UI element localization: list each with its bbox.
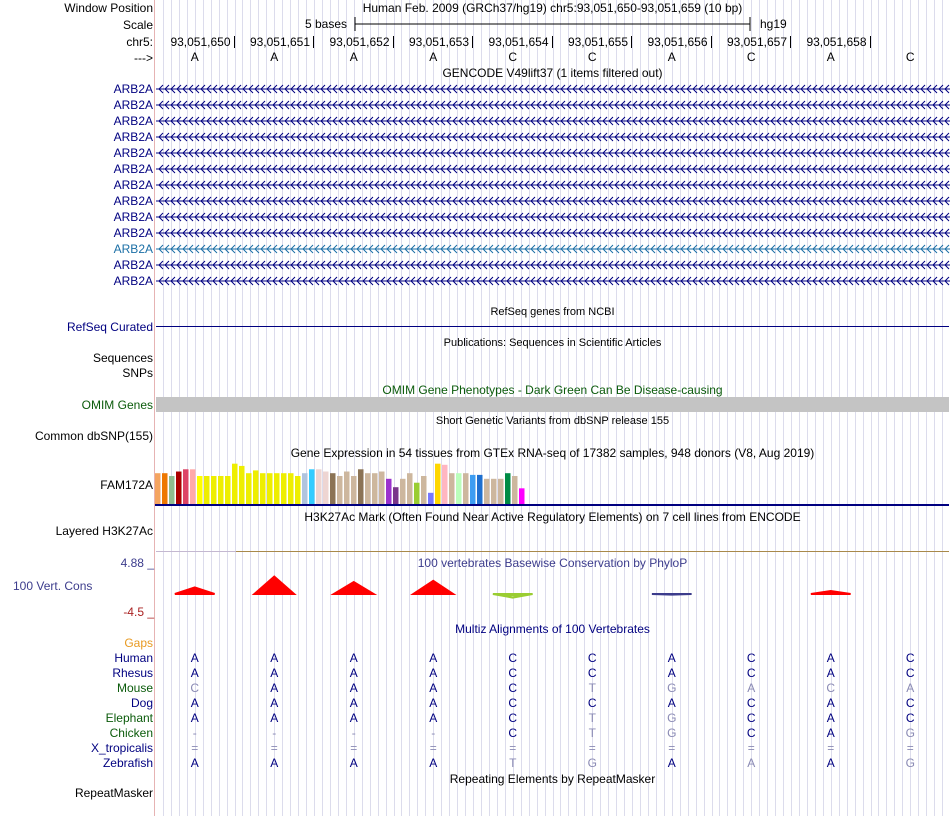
omim-title[interactable]: OMIM Gene Phenotypes - Dark Green Can Be Disease-causing bbox=[382, 383, 723, 397]
phylop-score-mark[interactable] bbox=[811, 591, 851, 594]
phylop-score-mark[interactable] bbox=[254, 577, 294, 594]
phylop-score-mark[interactable] bbox=[413, 581, 453, 594]
multiz-base: C bbox=[905, 696, 915, 710]
reference-base: A bbox=[349, 50, 358, 64]
multiz-species-label[interactable]: Human bbox=[114, 651, 153, 665]
reference-base: A bbox=[826, 50, 835, 64]
multiz-base: = bbox=[350, 741, 358, 755]
coordinate-tick bbox=[552, 36, 553, 48]
coordinate-tick-label: 93,051,655 bbox=[567, 35, 628, 49]
h3k27ac-label[interactable]: Layered H3K27Ac bbox=[55, 524, 153, 538]
repeatmasker-label[interactable]: RepeatMasker bbox=[74, 786, 153, 800]
multiz-base: = bbox=[509, 741, 517, 755]
multiz-base: G bbox=[667, 726, 677, 740]
h3k27ac-title[interactable]: H3K27Ac Mark (Often Found Near Active Regulatory Elements) on 7 cell lines from ENCODE bbox=[304, 510, 801, 524]
gtex-tissue-bar[interactable] bbox=[197, 476, 203, 504]
multiz-species-label[interactable]: Mouse bbox=[116, 681, 153, 695]
gtex-tissue-bar[interactable] bbox=[393, 487, 399, 504]
multiz-base: T bbox=[588, 711, 596, 725]
multiz-base: A bbox=[667, 651, 676, 665]
gtex-tissue-bar[interactable] bbox=[155, 473, 161, 504]
multiz-base: A bbox=[826, 696, 835, 710]
multiz-base: A bbox=[826, 666, 835, 680]
multiz-base: A bbox=[349, 696, 358, 710]
gencode-transcript[interactable] bbox=[156, 100, 950, 110]
multiz-base: A bbox=[667, 666, 676, 680]
multiz-base: A bbox=[349, 711, 358, 725]
coordinate-tick-label: 93,051,652 bbox=[329, 35, 390, 49]
multiz-base: C bbox=[905, 666, 915, 680]
gtex-tissue-bar[interactable] bbox=[260, 473, 266, 504]
gtex-tissue-bar[interactable] bbox=[281, 473, 287, 504]
gtex-tissue-bar[interactable] bbox=[414, 483, 420, 504]
multiz-base: A bbox=[747, 681, 756, 695]
repeatmasker-title[interactable]: Repeating Elements by RepeatMasker bbox=[449, 772, 656, 786]
phylop-title[interactable]: 100 vertebrates Basewise Conservation by PhyloP bbox=[417, 556, 688, 570]
gtex-tissue-bar[interactable] bbox=[484, 479, 490, 504]
refseq-label[interactable]: RefSeq Curated bbox=[66, 320, 153, 334]
multiz-base: G bbox=[667, 711, 677, 725]
gencode-item-label[interactable]: ARB2A bbox=[113, 210, 153, 224]
gencode-item-label[interactable]: ARB2A bbox=[113, 178, 153, 192]
multiz-base: A bbox=[270, 681, 279, 695]
gtex-tissue-bar[interactable] bbox=[211, 476, 217, 504]
gencode-transcript[interactable] bbox=[156, 116, 950, 126]
gtex-tissue-bar[interactable] bbox=[183, 469, 189, 504]
gtex-tissue-bar[interactable] bbox=[330, 473, 336, 504]
gtex-tissue-bar[interactable] bbox=[344, 472, 350, 504]
coordinate-tick-label: 93,051,658 bbox=[806, 35, 867, 49]
gencode-item-label[interactable]: ARB2A bbox=[113, 98, 153, 112]
multiz-base: C bbox=[746, 666, 756, 680]
phylop-score-mark[interactable] bbox=[493, 594, 533, 598]
multiz-base: C bbox=[746, 711, 756, 725]
gencode-item-label[interactable]: ARB2A bbox=[113, 114, 153, 128]
reference-base: A bbox=[190, 50, 199, 64]
strand-label: ---> bbox=[134, 51, 153, 65]
multiz-species-label[interactable]: Elephant bbox=[105, 711, 153, 725]
multiz-base: A bbox=[429, 681, 438, 695]
reference-base: A bbox=[667, 50, 676, 64]
gtex-tissue-bar[interactable] bbox=[449, 473, 455, 504]
gtex-tissue-bar[interactable] bbox=[176, 472, 182, 504]
gencode-transcript[interactable] bbox=[156, 244, 950, 254]
multiz-base: A bbox=[190, 756, 199, 770]
coordinate-tick-label: 93,051,653 bbox=[408, 35, 469, 49]
coordinate-tick-label: 93,051,651 bbox=[249, 35, 310, 49]
multiz-gaps-label[interactable]: Gaps bbox=[124, 636, 153, 650]
multiz-base: A bbox=[667, 756, 676, 770]
phylop-label[interactable]: 100 Vert. Cons bbox=[13, 579, 93, 593]
coordinate-tick-label: 93,051,654 bbox=[488, 35, 549, 49]
multiz-base: - bbox=[431, 726, 436, 740]
h3k27ac-baseline-left bbox=[156, 551, 236, 552]
phylop-score-mark[interactable] bbox=[334, 582, 374, 594]
phylop-max-label: 4.88 _ bbox=[120, 556, 154, 570]
gtex-tissue-bar[interactable] bbox=[232, 464, 238, 504]
gencode-item-label[interactable]: ARB2A bbox=[113, 146, 153, 160]
chrom-label: chr5: bbox=[126, 35, 153, 49]
multiz-base: - bbox=[351, 726, 356, 740]
gencode-transcript[interactable] bbox=[156, 276, 950, 286]
multiz-species-label[interactable]: X_tropicalis bbox=[90, 741, 153, 755]
multiz-base: C bbox=[508, 711, 518, 725]
gtex-bar-chart[interactable] bbox=[155, 459, 950, 507]
multiz-base: C bbox=[508, 696, 518, 710]
gtex-tissue-bar[interactable] bbox=[456, 473, 462, 504]
dbsnp-title[interactable]: Short Genetic Variants from dbSNP release 155 bbox=[435, 415, 670, 427]
multiz-base: A bbox=[429, 756, 438, 770]
gencode-transcript[interactable] bbox=[156, 132, 950, 142]
multiz-base: C bbox=[746, 726, 756, 740]
gtex-tissue-bar[interactable] bbox=[365, 473, 371, 504]
gtex-tissue-bar[interactable] bbox=[323, 472, 329, 504]
coordinate-tick bbox=[631, 36, 632, 48]
gtex-tissue-bar[interactable] bbox=[190, 469, 196, 504]
label-divider bbox=[154, 0, 155, 816]
multiz-base: A bbox=[429, 711, 438, 725]
multiz-base: = bbox=[747, 741, 755, 755]
multiz-base: A bbox=[270, 651, 279, 665]
multiz-base: C bbox=[508, 681, 518, 695]
multiz-base: = bbox=[827, 741, 835, 755]
gencode-title[interactable]: GENCODE V49lift37 (1 items filtered out) bbox=[442, 66, 663, 80]
coordinate-tick bbox=[711, 36, 712, 48]
scale-text: 5 bases bbox=[305, 17, 348, 31]
multiz-base: = bbox=[668, 741, 676, 755]
omim-gene-bar[interactable] bbox=[156, 397, 949, 412]
gtex-tissue-bar[interactable] bbox=[239, 466, 245, 504]
gtex-tissue-bar[interactable] bbox=[309, 469, 315, 504]
scale-label: Scale bbox=[122, 18, 153, 32]
multiz-species-label[interactable]: Zebrafish bbox=[102, 756, 153, 770]
window-position-value[interactable]: Human Feb. 2009 (GRCh37/hg19) chr5:93,051,650-93,051,659 (10 bp) bbox=[362, 1, 743, 15]
multiz-species-label[interactable]: Dog bbox=[130, 696, 153, 710]
gencode-transcript[interactable] bbox=[156, 196, 950, 206]
gencode-transcript[interactable] bbox=[156, 84, 950, 94]
multiz-base: A bbox=[826, 756, 835, 770]
multiz-base: = bbox=[588, 741, 596, 755]
gtex-tissue-bar[interactable] bbox=[302, 473, 308, 504]
multiz-base: C bbox=[587, 696, 597, 710]
gencode-item-label[interactable]: ARB2A bbox=[113, 274, 153, 288]
multiz-base: A bbox=[270, 696, 279, 710]
reference-base: C bbox=[587, 50, 597, 64]
multiz-base: G bbox=[667, 681, 677, 695]
gtex-tissue-bar[interactable] bbox=[316, 469, 322, 504]
gtex-tissue-bar[interactable] bbox=[463, 473, 469, 504]
gtex-tissue-bar[interactable] bbox=[274, 473, 280, 504]
multiz-base: C bbox=[508, 651, 518, 665]
scale-assembly: hg19 bbox=[760, 17, 787, 31]
multiz-base: A bbox=[826, 711, 835, 725]
gtex-tissue-bar[interactable] bbox=[253, 470, 259, 504]
multiz-base: A bbox=[906, 681, 915, 695]
multiz-base: C bbox=[905, 711, 915, 725]
gtex-tissue-bar[interactable] bbox=[295, 476, 301, 504]
gencode-item-label[interactable]: ARB2A bbox=[113, 162, 153, 176]
gtex-label[interactable]: FAM172A bbox=[100, 478, 153, 492]
gtex-title[interactable]: Gene Expression in 54 tissues from GTEx RNA-seq of 17382 samples, 948 donors (V8, Aug 2019) bbox=[290, 446, 815, 460]
gtex-tissue-bar[interactable] bbox=[246, 473, 252, 504]
gtex-tissue-bar[interactable] bbox=[351, 476, 357, 504]
gtex-tissue-bar[interactable] bbox=[169, 476, 175, 504]
gencode-transcript[interactable] bbox=[156, 260, 950, 270]
dbsnp-label[interactable]: Common dbSNP(155) bbox=[34, 429, 153, 443]
multiz-base: G bbox=[587, 756, 597, 770]
multiz-base: C bbox=[746, 696, 756, 710]
gtex-tissue-bar[interactable] bbox=[505, 473, 511, 504]
gtex-tissue-bar[interactable] bbox=[435, 464, 441, 504]
multiz-base: A bbox=[190, 651, 199, 665]
gencode-item-label[interactable]: ARB2A bbox=[113, 226, 153, 240]
multiz-base: A bbox=[349, 666, 358, 680]
publications-label-sequences[interactable]: Sequences bbox=[92, 351, 153, 365]
gtex-tissue-bar[interactable] bbox=[421, 476, 427, 504]
phylop-score-mark[interactable] bbox=[652, 594, 692, 595]
phylop-min-label: -4.5 _ bbox=[123, 605, 154, 619]
multiz-base: T bbox=[588, 681, 596, 695]
multiz-base: A bbox=[190, 666, 199, 680]
gencode-item-label[interactable]: ARB2A bbox=[113, 258, 153, 272]
gtex-tissue-bar[interactable] bbox=[498, 479, 504, 504]
scale-bar bbox=[350, 16, 760, 32]
multiz-base: A bbox=[747, 756, 756, 770]
multiz-base: A bbox=[270, 666, 279, 680]
publications-title[interactable]: Publications: Sequences in Scientific Articles bbox=[443, 337, 662, 349]
gencode-transcript[interactable] bbox=[156, 228, 950, 238]
gencode-transcript[interactable] bbox=[156, 148, 950, 158]
multiz-base: A bbox=[349, 651, 358, 665]
coordinate-tick bbox=[472, 36, 473, 48]
coordinate-tick bbox=[790, 36, 791, 48]
gtex-tissue-bar[interactable] bbox=[491, 479, 497, 504]
gtex-tissue-bar[interactable] bbox=[400, 479, 406, 504]
reference-base: C bbox=[508, 50, 518, 64]
multiz-base: A bbox=[270, 756, 279, 770]
gencode-item-label[interactable]: ARB2A bbox=[113, 130, 153, 144]
multiz-base: C bbox=[508, 666, 518, 680]
multiz-base: A bbox=[826, 651, 835, 665]
multiz-base: C bbox=[905, 651, 915, 665]
multiz-base: G bbox=[905, 756, 915, 770]
publications-label-snps[interactable]: SNPs bbox=[122, 366, 153, 380]
refseq-gene-line[interactable] bbox=[156, 326, 949, 327]
multiz-base: A bbox=[270, 711, 279, 725]
gtex-tissue-bar[interactable] bbox=[407, 473, 413, 504]
gtex-tissue-bar[interactable] bbox=[358, 469, 364, 504]
coordinate-tick bbox=[313, 36, 314, 48]
gencode-item-label[interactable]: ARB2A bbox=[113, 82, 153, 96]
multiz-base: = bbox=[429, 741, 437, 755]
multiz-base: = bbox=[270, 741, 278, 755]
coordinate-tick bbox=[393, 36, 394, 48]
multiz-base: G bbox=[905, 726, 915, 740]
refseq-title[interactable]: RefSeq genes from NCBI bbox=[490, 306, 615, 318]
multiz-base: C bbox=[746, 651, 756, 665]
multiz-base: A bbox=[349, 681, 358, 695]
gencode-transcript[interactable] bbox=[156, 212, 950, 222]
multiz-base: A bbox=[429, 666, 438, 680]
gtex-tissue-bar[interactable] bbox=[519, 488, 525, 504]
coordinate-tick bbox=[870, 36, 871, 48]
gtex-tissue-bar[interactable] bbox=[162, 473, 168, 504]
coordinate-tick-label: 93,051,657 bbox=[726, 35, 787, 49]
reference-base: A bbox=[429, 50, 438, 64]
gtex-tissue-bar[interactable] bbox=[204, 476, 210, 504]
gtex-tissue-bar[interactable] bbox=[442, 465, 448, 504]
window-position-label: Window Position bbox=[64, 1, 153, 15]
gencode-item-label[interactable]: ARB2A bbox=[113, 242, 153, 256]
coordinate-tick-label: 93,051,650 bbox=[170, 35, 231, 49]
gtex-tissue-bar[interactable] bbox=[225, 476, 231, 504]
multiz-base: C bbox=[587, 666, 597, 680]
phylop-plot[interactable] bbox=[155, 574, 950, 614]
gtex-tissue-bar[interactable] bbox=[288, 473, 294, 504]
multiz-base: A bbox=[429, 651, 438, 665]
gencode-transcript[interactable] bbox=[156, 164, 950, 174]
multiz-title[interactable]: Multiz Alignments of 100 Vertebrates bbox=[455, 622, 650, 636]
multiz-base: C bbox=[508, 726, 518, 740]
h3k27ac-signal-line[interactable] bbox=[236, 551, 949, 552]
coordinate-tick-label: 93,051,656 bbox=[647, 35, 708, 49]
multiz-base: A bbox=[349, 756, 358, 770]
multiz-base: = bbox=[906, 741, 914, 755]
reference-base: A bbox=[270, 50, 279, 64]
gencode-item-label[interactable]: ARB2A bbox=[113, 194, 153, 208]
multiz-base: A bbox=[190, 711, 199, 725]
multiz-base: - bbox=[192, 726, 197, 740]
gtex-tissue-bar[interactable] bbox=[218, 476, 224, 504]
reference-base: C bbox=[746, 50, 756, 64]
multiz-base: A bbox=[826, 726, 835, 740]
multiz-base: - bbox=[272, 726, 277, 740]
gtex-tissue-bar[interactable] bbox=[512, 476, 518, 504]
multiz-base: C bbox=[587, 651, 597, 665]
multiz-species-label[interactable]: Rhesus bbox=[112, 666, 153, 680]
multiz-base: A bbox=[667, 696, 676, 710]
multiz-base: T bbox=[509, 756, 517, 770]
multiz-base: C bbox=[826, 681, 836, 695]
coordinate-tick bbox=[234, 36, 235, 48]
multiz-base: A bbox=[190, 696, 199, 710]
gtex-tissue-bar[interactable] bbox=[477, 475, 483, 504]
multiz-base: C bbox=[190, 681, 200, 695]
multiz-base: = bbox=[191, 741, 199, 755]
gtex-tissue-bar[interactable] bbox=[372, 473, 378, 504]
multiz-species-label[interactable]: Chicken bbox=[109, 726, 153, 740]
gencode-transcript[interactable] bbox=[156, 180, 950, 190]
gtex-tissue-bar[interactable] bbox=[267, 473, 273, 504]
reference-base: C bbox=[905, 50, 915, 64]
multiz-base: T bbox=[588, 726, 596, 740]
gtex-tissue-bar[interactable] bbox=[428, 493, 434, 504]
gtex-tissue-bar[interactable] bbox=[470, 475, 476, 504]
phylop-score-mark[interactable] bbox=[175, 587, 215, 594]
omim-label[interactable]: OMIM Genes bbox=[81, 398, 153, 412]
gtex-tissue-bar[interactable] bbox=[386, 479, 392, 504]
gtex-tissue-bar[interactable] bbox=[337, 476, 343, 504]
multiz-base: A bbox=[429, 696, 438, 710]
gtex-tissue-bar[interactable] bbox=[379, 472, 385, 504]
